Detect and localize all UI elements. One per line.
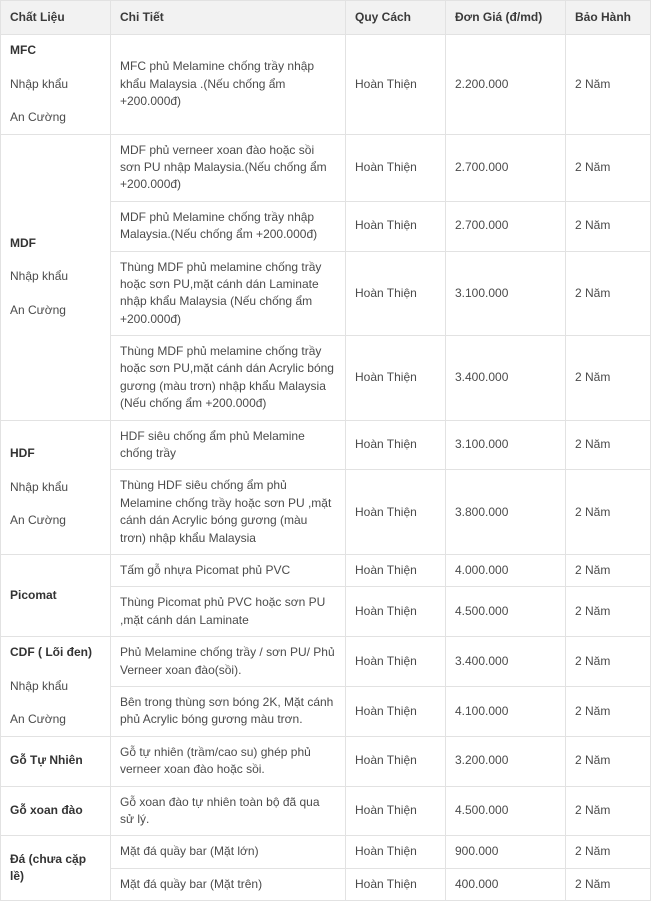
material-subline: Nhập khẩu [10,76,69,91]
table-row [1,736,651,786]
table-row [1,786,651,836]
spec-cell: Hoàn Thiện [346,836,446,868]
spec-cell: Hoàn Thiện [346,786,446,836]
warranty-cell: 2 Năm [566,736,651,786]
table-row [1,637,651,687]
table-header [1,1,651,35]
header-row [1,1,651,35]
table-row [1,134,651,201]
table-row [1,420,651,470]
detail-cell: Tấm gỗ nhựa Picomat phủ PVC [111,554,346,586]
material-name: MFC [10,43,36,58]
table-row [1,554,651,586]
spec-cell: Hoàn Thiện [346,587,446,637]
column-header-detail: Chi Tiết [111,1,346,35]
spec-cell: Hoàn Thiện [346,251,446,336]
spec-cell: Hoàn Thiện [346,35,446,134]
table-row [1,35,651,134]
column-header-material: Chất Liệu [1,1,111,35]
detail-cell: MDF phủ verneer xoan đào hoặc sồi sơn PU nhập Malaysia.(Nếu chống ẩm +200.000đ) [111,134,346,201]
warranty-cell: 2 Năm [566,868,651,900]
material-cell [1,554,111,636]
warranty-cell: 2 Năm [566,587,651,637]
warranty-cell: 2 Năm [566,134,651,201]
warranty-cell: 2 Năm [566,35,651,134]
detail-cell: Thùng MDF phủ melamine chống trầy hoặc sơn PU,mặt cánh dán Laminate nhập khẩu Malaysia (Nếu chống ẩm +200.000đ) [111,251,346,336]
spec-cell: Hoàn Thiện [346,201,446,251]
material-subline: An Cường [10,513,66,527]
price-cell: 2.700.000 [446,134,566,201]
material-cell [1,637,111,737]
warranty-cell: 2 Năm [566,686,651,736]
detail-cell: Mặt đá quầy bar (Mặt lớn) [111,836,346,868]
warranty-cell: 2 Năm [566,251,651,336]
spec-cell: Hoàn Thiện [346,470,446,555]
warranty-cell: 2 Năm [566,470,651,555]
material-subline: Nhập khẩu [10,678,69,693]
column-header-spec: Quy Cách [346,1,446,35]
spec-cell: Hoàn Thiện [346,637,446,687]
warranty-cell: 2 Năm [566,786,651,836]
table-row [1,836,651,868]
material-cell [1,35,111,134]
detail-cell: Thùng Picomat phủ PVC hoặc sơn PU ,mặt cánh dán Laminate [111,587,346,637]
material-name: HDF [10,446,35,461]
price-cell: 3.200.000 [446,736,566,786]
material-name: MDF [10,236,36,251]
detail-cell: Gỗ tự nhiên (trầm/cao su) ghép phủ verneer xoan đào hoặc sồi. [111,736,346,786]
material-name: CDF ( Lõi đen) [10,645,92,660]
material-cell [1,836,111,901]
price-cell: 4.500.000 [446,587,566,637]
material-cell [1,134,111,420]
spec-cell: Hoàn Thiện [346,554,446,586]
spec-cell: Hoàn Thiện [346,736,446,786]
material-name: Picomat [10,587,57,602]
spec-cell: Hoàn Thiện [346,420,446,470]
warranty-cell: 2 Năm [566,420,651,470]
detail-cell: Mặt đá quầy bar (Mặt trên) [111,868,346,900]
price-cell: 2.700.000 [446,201,566,251]
detail-cell: Thùng MDF phủ melamine chống trầy hoặc sơn PU,mặt cánh dán Acrylic bóng gương (màu trơn) nhập khẩu Malaysia (Nếu chống ẩm +200.000đ) [111,336,346,421]
spec-cell: Hoàn Thiện [346,868,446,900]
material-subline: Nhập khẩu [10,269,69,284]
price-cell: 4.500.000 [446,786,566,836]
price-cell: 4.100.000 [446,686,566,736]
detail-cell: MDF phủ Melamine chống trầy nhập Malaysia.(Nếu chống ẩm +200.000đ) [111,201,346,251]
material-subline: An Cường [10,302,66,317]
warranty-cell: 2 Năm [566,201,651,251]
material-cell [1,786,111,836]
material-name: Gỗ xoan đào [10,803,83,818]
material-name: Gỗ Tự Nhiên [10,753,83,768]
material-subline: Nhập khẩu [10,479,69,494]
detail-cell: Phủ Melamine chống trầy / sơn PU/ Phủ Verneer xoan đào(sồi). [111,637,346,687]
detail-cell: Thùng HDF siêu chống ẩm phủ Melamine chống trầy hoặc sơn PU ,mặt cánh dán Acrylic bóng gương (màu trơn) nhập khẩu Malaysia [111,470,346,555]
price-cell: 3.800.000 [446,470,566,555]
price-cell: 3.400.000 [446,637,566,687]
material-cell [1,420,111,554]
warranty-cell: 2 Năm [566,554,651,586]
table-body [1,35,651,901]
spec-cell: Hoàn Thiện [346,134,446,201]
detail-cell: MFC phủ Melamine chống trầy nhập khẩu Malaysia .(Nếu chống ẩm +200.000đ) [111,35,346,134]
price-cell: 3.400.000 [446,336,566,421]
warranty-cell: 2 Năm [566,336,651,421]
detail-cell: Bên trong thùng sơn bóng 2K, Mặt cánh phủ Acrylic bóng gương màu trơn. [111,686,346,736]
spec-cell: Hoàn Thiện [346,336,446,421]
spec-cell: Hoàn Thiện [346,686,446,736]
price-cell: 900.000 [446,836,566,868]
column-header-price: Đơn Giá (đ/md) [446,1,566,35]
price-cell: 4.000.000 [446,554,566,586]
price-cell: 3.100.000 [446,420,566,470]
column-header-warranty: Bảo Hành [566,1,651,35]
price-cell: 2.200.000 [446,35,566,134]
price-cell: 400.000 [446,868,566,900]
price-cell: 3.100.000 [446,251,566,336]
detail-cell: HDF siêu chống ẩm phủ Melamine chống trầy [111,420,346,470]
warranty-cell: 2 Năm [566,637,651,687]
material-cell [1,736,111,786]
material-subline: An Cường [10,110,66,125]
warranty-cell: 2 Năm [566,836,651,868]
material-name: Đá (chưa cặp lề) [10,851,87,884]
material-subline: An Cường [10,712,66,727]
detail-cell: Gỗ xoan đào tự nhiên toàn bộ đã qua sử lý. [111,786,346,836]
